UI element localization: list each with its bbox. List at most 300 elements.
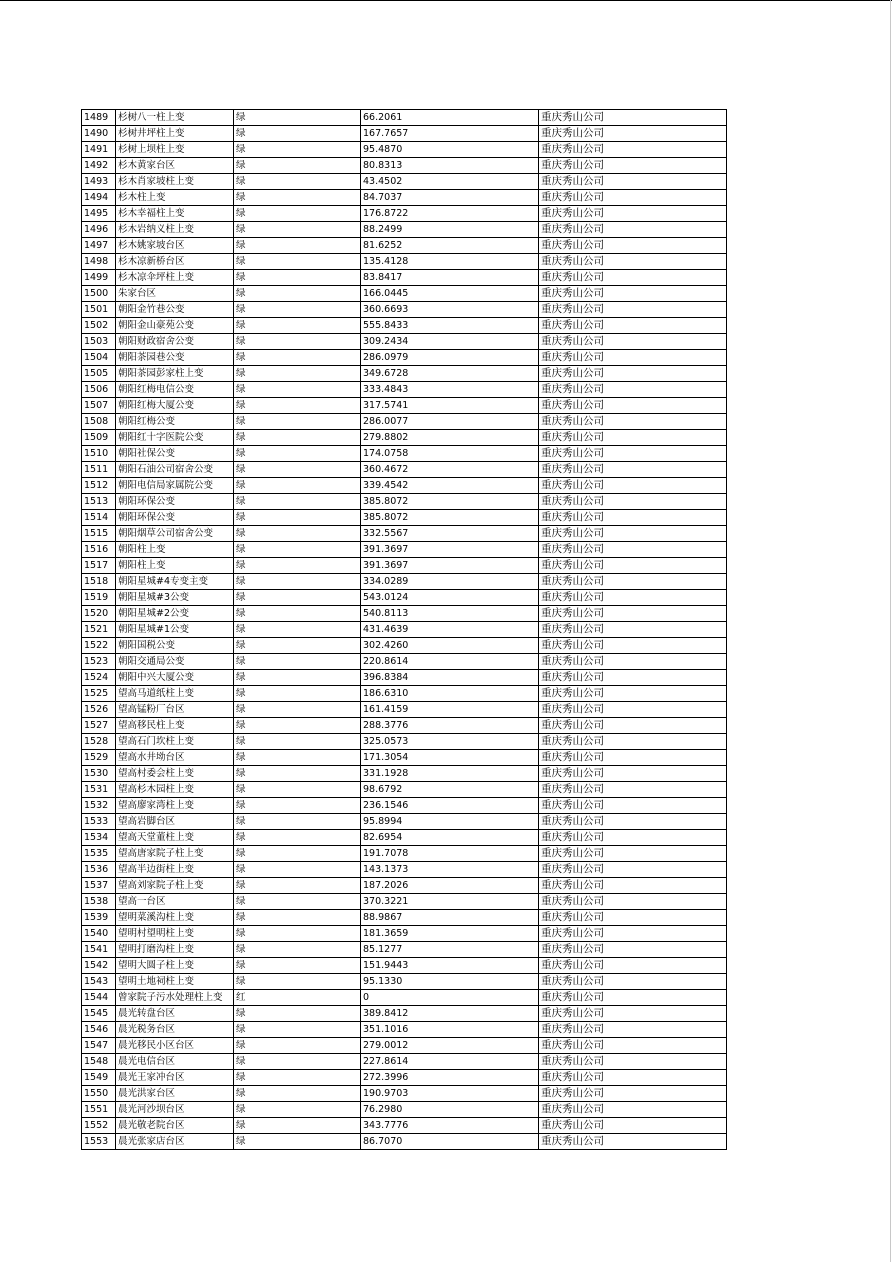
status-cell: 绿 — [234, 414, 361, 430]
station-name-cell: 杉木肖家坡柱上变 — [116, 174, 234, 190]
status-cell: 绿 — [234, 686, 361, 702]
station-name-cell: 朝阳星城#3公变 — [116, 590, 234, 606]
row-id-cell: 1528 — [82, 734, 116, 750]
table-row — [82, 430, 727, 446]
row-id-cell: 1537 — [82, 878, 116, 894]
value-cell: 191.7078 — [361, 846, 539, 862]
row-id-cell: 1527 — [82, 718, 116, 734]
value-cell: 288.3776 — [361, 718, 539, 734]
table-row — [82, 974, 727, 990]
value-cell: 309.2434 — [361, 334, 539, 350]
station-name-cell: 朝阳中兴大厦公变 — [116, 670, 234, 686]
row-id-cell: 1506 — [82, 382, 116, 398]
company-cell: 重庆秀山公司 — [539, 670, 727, 686]
status-cell: 绿 — [234, 1086, 361, 1102]
status-cell: 绿 — [234, 654, 361, 670]
station-name-cell: 朝阳石油公司宿舍公变 — [116, 462, 234, 478]
page-right-border — [890, 0, 891, 1262]
station-name-cell: 晨光税务台区 — [116, 1022, 234, 1038]
station-name-cell: 朝阳国税公变 — [116, 638, 234, 654]
station-name-cell: 望高一台区 — [116, 894, 234, 910]
station-name-cell: 杉木凉伞坪柱上变 — [116, 270, 234, 286]
company-cell: 重庆秀山公司 — [539, 974, 727, 990]
value-cell: 343.7776 — [361, 1118, 539, 1134]
station-name-cell: 杉木姚家坡台区 — [116, 238, 234, 254]
value-cell: 190.9703 — [361, 1086, 539, 1102]
station-name-cell: 朝阳红十字医院公变 — [116, 430, 234, 446]
company-cell: 重庆秀山公司 — [539, 990, 727, 1006]
table-row — [82, 270, 727, 286]
value-cell: 181.3659 — [361, 926, 539, 942]
table-row — [82, 766, 727, 782]
status-cell: 绿 — [234, 590, 361, 606]
table-row — [82, 1102, 727, 1118]
row-id-cell: 1518 — [82, 574, 116, 590]
station-name-cell: 望高移民柱上变 — [116, 718, 234, 734]
row-id-cell: 1501 — [82, 302, 116, 318]
company-cell: 重庆秀山公司 — [539, 814, 727, 830]
station-name-cell: 朝阳红梅大厦公变 — [116, 398, 234, 414]
row-id-cell: 1498 — [82, 254, 116, 270]
row-id-cell: 1505 — [82, 366, 116, 382]
value-cell: 151.9443 — [361, 958, 539, 974]
value-cell: 286.0979 — [361, 350, 539, 366]
company-cell: 重庆秀山公司 — [539, 366, 727, 382]
table-body — [82, 110, 727, 1150]
value-cell: 43.4502 — [361, 174, 539, 190]
row-id-cell: 1510 — [82, 446, 116, 462]
row-id-cell: 1538 — [82, 894, 116, 910]
status-cell: 绿 — [234, 798, 361, 814]
table-row — [82, 462, 727, 478]
row-id-cell: 1512 — [82, 478, 116, 494]
station-name-cell: 朝阳金竹巷公变 — [116, 302, 234, 318]
company-cell: 重庆秀山公司 — [539, 126, 727, 142]
company-cell: 重庆秀山公司 — [539, 574, 727, 590]
status-cell: 绿 — [234, 1038, 361, 1054]
station-name-cell: 朝阳金山豪苑公变 — [116, 318, 234, 334]
value-cell: 83.8417 — [361, 270, 539, 286]
row-id-cell: 1521 — [82, 622, 116, 638]
status-cell: 绿 — [234, 398, 361, 414]
company-cell: 重庆秀山公司 — [539, 606, 727, 622]
status-cell: 绿 — [234, 206, 361, 222]
value-cell: 135.4128 — [361, 254, 539, 270]
table-row — [82, 718, 727, 734]
row-id-cell: 1547 — [82, 1038, 116, 1054]
value-cell: 351.1016 — [361, 1022, 539, 1038]
company-cell: 重庆秀山公司 — [539, 638, 727, 654]
status-cell: 绿 — [234, 814, 361, 830]
table-row — [82, 782, 727, 798]
station-name-cell: 望明村望明柱上变 — [116, 926, 234, 942]
row-id-cell: 1514 — [82, 510, 116, 526]
status-cell: 绿 — [234, 1118, 361, 1134]
company-cell: 重庆秀山公司 — [539, 414, 727, 430]
station-name-cell: 望高天堂董柱上变 — [116, 830, 234, 846]
table-row — [82, 142, 727, 158]
value-cell: 88.9867 — [361, 910, 539, 926]
status-cell: 绿 — [234, 190, 361, 206]
status-cell: 绿 — [234, 638, 361, 654]
company-cell: 重庆秀山公司 — [539, 238, 727, 254]
company-cell: 重庆秀山公司 — [539, 542, 727, 558]
status-cell: 绿 — [234, 174, 361, 190]
station-name-cell: 望高岩脚台区 — [116, 814, 234, 830]
row-id-cell: 1496 — [82, 222, 116, 238]
table-row — [82, 686, 727, 702]
table-row — [82, 398, 727, 414]
station-name-cell: 晨光敬老院台区 — [116, 1118, 234, 1134]
table-row — [82, 926, 727, 942]
value-cell: 331.1928 — [361, 766, 539, 782]
table-row — [82, 894, 727, 910]
status-cell: 绿 — [234, 606, 361, 622]
company-cell: 重庆秀山公司 — [539, 382, 727, 398]
value-cell: 431.4639 — [361, 622, 539, 638]
table-row — [82, 558, 727, 574]
value-cell: 66.2061 — [361, 110, 539, 126]
station-name-cell: 朝阳环保公变 — [116, 494, 234, 510]
table-row — [82, 670, 727, 686]
status-cell: 绿 — [234, 766, 361, 782]
status-cell: 绿 — [234, 318, 361, 334]
row-id-cell: 1502 — [82, 318, 116, 334]
station-name-cell: 望明菜溪沟柱上变 — [116, 910, 234, 926]
value-cell: 272.3996 — [361, 1070, 539, 1086]
company-cell: 重庆秀山公司 — [539, 206, 727, 222]
table-row — [82, 942, 727, 958]
value-cell: 391.3697 — [361, 542, 539, 558]
company-cell: 重庆秀山公司 — [539, 1070, 727, 1086]
company-cell: 重庆秀山公司 — [539, 702, 727, 718]
table-row — [82, 1086, 727, 1102]
company-cell: 重庆秀山公司 — [539, 110, 727, 126]
company-cell: 重庆秀山公司 — [539, 558, 727, 574]
row-id-cell: 1524 — [82, 670, 116, 686]
company-cell: 重庆秀山公司 — [539, 622, 727, 638]
table-row — [82, 846, 727, 862]
row-id-cell: 1503 — [82, 334, 116, 350]
station-name-cell: 杉木柱上变 — [116, 190, 234, 206]
table-row — [82, 958, 727, 974]
company-cell: 重庆秀山公司 — [539, 1102, 727, 1118]
station-name-cell: 杉木黄家台区 — [116, 158, 234, 174]
row-id-cell: 1551 — [82, 1102, 116, 1118]
station-name-cell: 望高廖家湾柱上变 — [116, 798, 234, 814]
row-id-cell: 1549 — [82, 1070, 116, 1086]
table-row — [82, 206, 727, 222]
station-name-cell: 望高半边街柱上变 — [116, 862, 234, 878]
row-id-cell: 1489 — [82, 110, 116, 126]
station-name-cell: 杉树八一柱上变 — [116, 110, 234, 126]
row-id-cell: 1517 — [82, 558, 116, 574]
value-cell: 176.8722 — [361, 206, 539, 222]
table-row — [82, 1038, 727, 1054]
table-row — [82, 910, 727, 926]
status-cell: 绿 — [234, 574, 361, 590]
status-cell: 绿 — [234, 926, 361, 942]
row-id-cell: 1553 — [82, 1134, 116, 1150]
status-cell: 绿 — [234, 830, 361, 846]
row-id-cell: 1535 — [82, 846, 116, 862]
table-row — [82, 1134, 727, 1150]
page-top-border — [0, 0, 892, 1]
row-id-cell: 1523 — [82, 654, 116, 670]
station-name-cell: 望高杉木园柱上变 — [116, 782, 234, 798]
status-cell: 绿 — [234, 1134, 361, 1150]
table-row — [82, 158, 727, 174]
table-row — [82, 286, 727, 302]
status-cell: 红 — [234, 990, 361, 1006]
row-id-cell: 1548 — [82, 1054, 116, 1070]
value-cell: 86.7070 — [361, 1134, 539, 1150]
value-cell: 396.8384 — [361, 670, 539, 686]
status-cell: 绿 — [234, 222, 361, 238]
station-name-cell: 朝阳星城#4专变主变 — [116, 574, 234, 590]
station-name-cell: 朝阳柱上变 — [116, 558, 234, 574]
company-cell: 重庆秀山公司 — [539, 878, 727, 894]
station-name-cell: 晨光洪家台区 — [116, 1086, 234, 1102]
station-name-cell: 望明打磨沟柱上变 — [116, 942, 234, 958]
row-id-cell: 1540 — [82, 926, 116, 942]
row-id-cell: 1495 — [82, 206, 116, 222]
row-id-cell: 1504 — [82, 350, 116, 366]
status-cell: 绿 — [234, 526, 361, 542]
value-cell: 84.7037 — [361, 190, 539, 206]
company-cell: 重庆秀山公司 — [539, 254, 727, 270]
value-cell: 82.6954 — [361, 830, 539, 846]
value-cell: 317.5741 — [361, 398, 539, 414]
status-cell: 绿 — [234, 958, 361, 974]
status-cell: 绿 — [234, 894, 361, 910]
company-cell: 重庆秀山公司 — [539, 478, 727, 494]
status-cell: 绿 — [234, 126, 361, 142]
table-row — [82, 734, 727, 750]
value-cell: 286.0077 — [361, 414, 539, 430]
status-cell: 绿 — [234, 462, 361, 478]
table-row — [82, 1006, 727, 1022]
status-cell: 绿 — [234, 878, 361, 894]
table-row — [82, 750, 727, 766]
row-id-cell: 1508 — [82, 414, 116, 430]
company-cell: 重庆秀山公司 — [539, 750, 727, 766]
value-cell: 171.3054 — [361, 750, 539, 766]
status-cell: 绿 — [234, 846, 361, 862]
table-row — [82, 334, 727, 350]
company-cell: 重庆秀山公司 — [539, 910, 727, 926]
row-id-cell: 1539 — [82, 910, 116, 926]
station-name-cell: 朝阳茶园彭家柱上变 — [116, 366, 234, 382]
station-name-cell: 朝阳环保公变 — [116, 510, 234, 526]
company-cell: 重庆秀山公司 — [539, 142, 727, 158]
table-row — [82, 350, 727, 366]
row-id-cell: 1544 — [82, 990, 116, 1006]
value-cell: 334.0289 — [361, 574, 539, 590]
table-row — [82, 238, 727, 254]
status-cell: 绿 — [234, 350, 361, 366]
company-cell: 重庆秀山公司 — [539, 494, 727, 510]
value-cell: 166.0445 — [361, 286, 539, 302]
station-name-cell: 朝阳星城#2公变 — [116, 606, 234, 622]
row-id-cell: 1499 — [82, 270, 116, 286]
company-cell: 重庆秀山公司 — [539, 446, 727, 462]
value-cell: 167.7657 — [361, 126, 539, 142]
company-cell: 重庆秀山公司 — [539, 590, 727, 606]
company-cell: 重庆秀山公司 — [539, 462, 727, 478]
company-cell: 重庆秀山公司 — [539, 862, 727, 878]
status-cell: 绿 — [234, 1102, 361, 1118]
table-row — [82, 126, 727, 142]
row-id-cell: 1516 — [82, 542, 116, 558]
station-name-cell: 望高刘家院子柱上变 — [116, 878, 234, 894]
company-cell: 重庆秀山公司 — [539, 222, 727, 238]
table-row — [82, 302, 727, 318]
value-cell: 385.8072 — [361, 494, 539, 510]
table-row — [82, 814, 727, 830]
status-cell: 绿 — [234, 270, 361, 286]
value-cell: 543.0124 — [361, 590, 539, 606]
status-cell: 绿 — [234, 910, 361, 926]
station-name-cell: 晨光转盘台区 — [116, 1006, 234, 1022]
value-cell: 85.1277 — [361, 942, 539, 958]
status-cell: 绿 — [234, 622, 361, 638]
value-cell: 95.8994 — [361, 814, 539, 830]
station-name-cell: 晨光移民小区台区 — [116, 1038, 234, 1054]
row-id-cell: 1493 — [82, 174, 116, 190]
value-cell: 161.4159 — [361, 702, 539, 718]
status-cell: 绿 — [234, 718, 361, 734]
company-cell: 重庆秀山公司 — [539, 654, 727, 670]
station-name-cell: 望高马道纸柱上变 — [116, 686, 234, 702]
row-id-cell: 1513 — [82, 494, 116, 510]
status-cell: 绿 — [234, 494, 361, 510]
row-id-cell: 1500 — [82, 286, 116, 302]
station-name-cell: 杉树上坝柱上变 — [116, 142, 234, 158]
table-row — [82, 638, 727, 654]
table-row — [82, 574, 727, 590]
value-cell: 279.8802 — [361, 430, 539, 446]
station-name-cell: 杉木幸福柱上变 — [116, 206, 234, 222]
status-cell: 绿 — [234, 286, 361, 302]
station-name-cell: 望明土地祠柱上变 — [116, 974, 234, 990]
value-cell: 227.8614 — [361, 1054, 539, 1070]
row-id-cell: 1533 — [82, 814, 116, 830]
status-cell: 绿 — [234, 478, 361, 494]
table-row — [82, 382, 727, 398]
row-id-cell: 1546 — [82, 1022, 116, 1038]
station-name-cell: 朝阳烟草公司宿舍公变 — [116, 526, 234, 542]
company-cell: 重庆秀山公司 — [539, 782, 727, 798]
table-row — [82, 798, 727, 814]
table-row — [82, 654, 727, 670]
company-cell: 重庆秀山公司 — [539, 1118, 727, 1134]
station-name-cell: 望高水井坳台区 — [116, 750, 234, 766]
status-cell: 绿 — [234, 974, 361, 990]
value-cell: 220.8614 — [361, 654, 539, 670]
station-name-cell: 望高村委会柱上变 — [116, 766, 234, 782]
value-cell: 88.2499 — [361, 222, 539, 238]
company-cell: 重庆秀山公司 — [539, 334, 727, 350]
status-cell: 绿 — [234, 1006, 361, 1022]
row-id-cell: 1529 — [82, 750, 116, 766]
station-name-cell: 朱家台区 — [116, 286, 234, 302]
table-row — [82, 494, 727, 510]
station-name-cell: 朝阳财政宿舍公变 — [116, 334, 234, 350]
station-name-cell: 朝阳社保公变 — [116, 446, 234, 462]
row-id-cell: 1522 — [82, 638, 116, 654]
company-cell: 重庆秀山公司 — [539, 734, 727, 750]
company-cell: 重庆秀山公司 — [539, 190, 727, 206]
row-id-cell: 1497 — [82, 238, 116, 254]
value-cell: 279.0012 — [361, 1038, 539, 1054]
status-cell: 绿 — [234, 158, 361, 174]
value-cell: 360.4672 — [361, 462, 539, 478]
row-id-cell: 1541 — [82, 942, 116, 958]
status-cell: 绿 — [234, 750, 361, 766]
company-cell: 重庆秀山公司 — [539, 1134, 727, 1150]
status-cell: 绿 — [234, 1022, 361, 1038]
company-cell: 重庆秀山公司 — [539, 286, 727, 302]
station-name-cell: 望高唐家院子柱上变 — [116, 846, 234, 862]
row-id-cell: 1509 — [82, 430, 116, 446]
table-row — [82, 254, 727, 270]
status-cell: 绿 — [234, 542, 361, 558]
table-row — [82, 1054, 727, 1070]
value-cell: 555.8433 — [361, 318, 539, 334]
value-cell: 370.3221 — [361, 894, 539, 910]
value-cell: 187.2026 — [361, 878, 539, 894]
table-row — [82, 990, 727, 1006]
status-cell: 绿 — [234, 1054, 361, 1070]
row-id-cell: 1507 — [82, 398, 116, 414]
status-cell: 绿 — [234, 782, 361, 798]
row-id-cell: 1532 — [82, 798, 116, 814]
status-cell: 绿 — [234, 670, 361, 686]
value-cell: 360.6693 — [361, 302, 539, 318]
company-cell: 重庆秀山公司 — [539, 1006, 727, 1022]
table-row — [82, 862, 727, 878]
company-cell: 重庆秀山公司 — [539, 158, 727, 174]
value-cell: 332.5567 — [361, 526, 539, 542]
row-id-cell: 1543 — [82, 974, 116, 990]
station-name-cell: 朝阳电信局家属院公变 — [116, 478, 234, 494]
company-cell: 重庆秀山公司 — [539, 1038, 727, 1054]
status-cell: 绿 — [234, 862, 361, 878]
company-cell: 重庆秀山公司 — [539, 510, 727, 526]
row-id-cell: 1550 — [82, 1086, 116, 1102]
company-cell: 重庆秀山公司 — [539, 718, 727, 734]
station-name-cell: 朝阳红梅电信公变 — [116, 382, 234, 398]
company-cell: 重庆秀山公司 — [539, 398, 727, 414]
row-id-cell: 1545 — [82, 1006, 116, 1022]
station-name-cell: 朝阳茶园巷公变 — [116, 350, 234, 366]
value-cell: 339.4542 — [361, 478, 539, 494]
value-cell: 325.0573 — [361, 734, 539, 750]
company-cell: 重庆秀山公司 — [539, 798, 727, 814]
row-id-cell: 1542 — [82, 958, 116, 974]
status-cell: 绿 — [234, 238, 361, 254]
value-cell: 95.1330 — [361, 974, 539, 990]
row-id-cell: 1519 — [82, 590, 116, 606]
company-cell: 重庆秀山公司 — [539, 350, 727, 366]
station-name-cell: 望明大圆子柱上变 — [116, 958, 234, 974]
status-cell: 绿 — [234, 302, 361, 318]
status-cell: 绿 — [234, 110, 361, 126]
row-id-cell: 1534 — [82, 830, 116, 846]
table-row — [82, 414, 727, 430]
table-row — [82, 222, 727, 238]
